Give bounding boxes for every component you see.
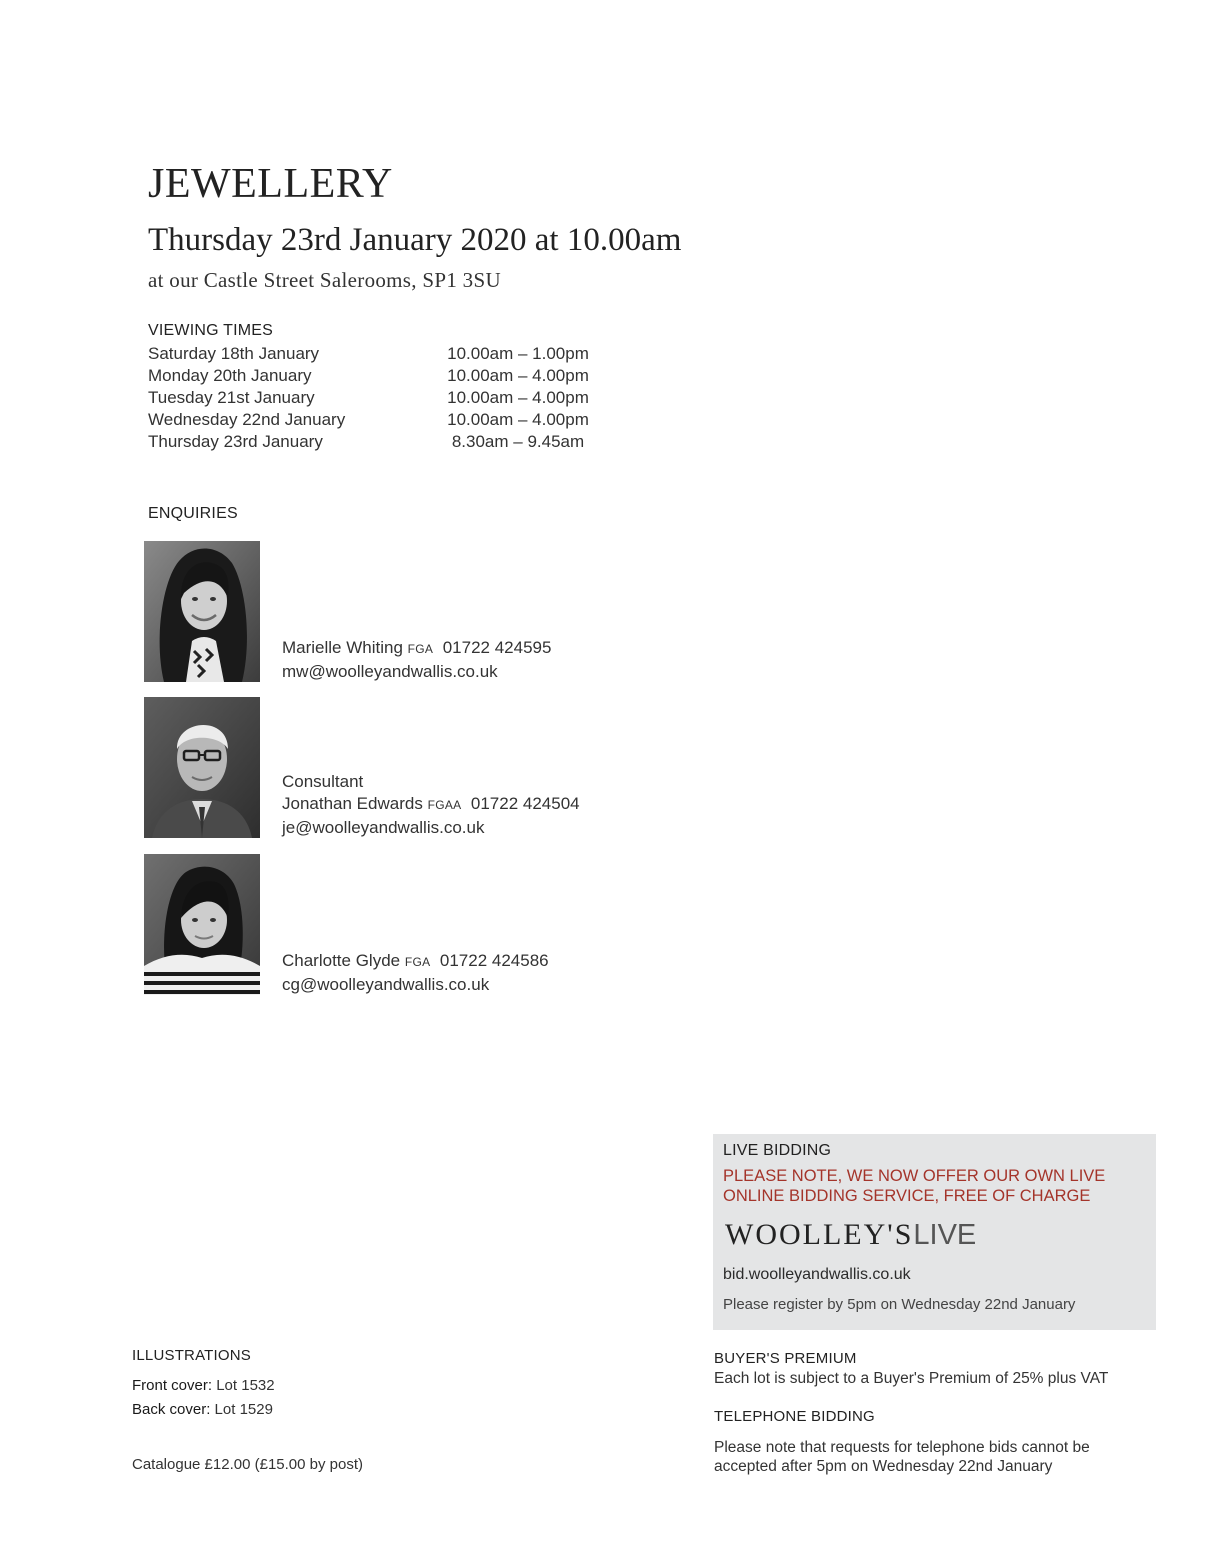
- contact-qualification: FGA: [404, 955, 431, 969]
- contact-name: Jonathan Edwards: [282, 794, 423, 813]
- viewing-row: [148, 431, 598, 453]
- contact-name: Marielle Whiting: [282, 638, 403, 657]
- live-bidding-url[interactable]: bid.woolleyandwallis.co.uk: [723, 1266, 911, 1283]
- viewing-time: 10.00am – 4.00pm: [447, 388, 589, 407]
- contact-details: [282, 771, 580, 840]
- buyers-premium-text: Each lot is subject to a Buyer's Premium of 25% plus VAT: [714, 1370, 1109, 1387]
- viewing-day: Saturday 18th January: [148, 344, 320, 363]
- viewing-times-table: [148, 343, 598, 453]
- avatar: [144, 541, 260, 682]
- telephone-bidding-text: Please note that requests for telephone bids cannot be accepted after 5pm on Wednesday 22nd January: [714, 1439, 1090, 1475]
- contact-phone: 01722 424504: [470, 794, 580, 813]
- viewing-day: Monday 20th January: [148, 366, 312, 385]
- telephone-bidding-heading: TELEPHONE BIDDING: [714, 1408, 875, 1425]
- contact-qualification: FGA: [407, 642, 434, 656]
- sale-location: at our Castle Street Salerooms, SP1 3SU: [148, 268, 501, 292]
- logo-live-text: LIVE: [913, 1219, 977, 1251]
- back-cover-value: Lot 1529: [214, 1401, 273, 1418]
- contact-name: Charlotte Glyde: [282, 951, 401, 970]
- viewing-time: 10.00am – 4.00pm: [447, 366, 589, 385]
- buyers-premium-heading: BUYER'S PREMIUM: [714, 1350, 857, 1367]
- viewing-time: 8.30am – 9.45am: [451, 432, 585, 451]
- woolleys-live-logo: [725, 1218, 976, 1252]
- contact-phone: 01722 424586: [439, 951, 549, 970]
- contact-email[interactable]: cg@woolleyandwallis.co.uk: [282, 974, 490, 994]
- contact-card: [144, 541, 704, 683]
- viewing-day: Tuesday 21st January: [148, 388, 315, 407]
- contact-qualification: FGAA: [427, 798, 462, 812]
- back-cover-line: [132, 1401, 273, 1418]
- viewing-time: 10.00am – 1.00pm: [447, 344, 589, 363]
- back-cover-label: Back cover:: [132, 1401, 211, 1418]
- viewing-row: [148, 409, 598, 431]
- viewing-time: 10.00am – 4.00pm: [447, 410, 589, 429]
- avatar: [144, 697, 260, 838]
- illustrations-heading: ILLUSTRATIONS: [132, 1347, 252, 1364]
- viewing-row: [148, 365, 598, 387]
- sale-date: Thursday 23rd January 2020 at 10.00am: [148, 222, 682, 258]
- catalogue-price: Catalogue £12.00 (£15.00 by post): [132, 1456, 363, 1473]
- contact-role: Consultant: [282, 771, 364, 791]
- viewing-row: [148, 387, 598, 409]
- live-bidding-notice-line: ONLINE BIDDING SERVICE, FREE OF CHARGE: [723, 1187, 1091, 1205]
- front-cover-value: Lot 1532: [216, 1377, 275, 1394]
- live-bidding-heading: LIVE BIDDING: [723, 1142, 832, 1159]
- contact-email[interactable]: je@woolleyandwallis.co.uk: [282, 817, 485, 837]
- avatar: [144, 854, 260, 995]
- viewing-row: [148, 343, 598, 365]
- viewing-day: Wednesday 22nd January: [148, 410, 346, 429]
- viewing-day: Thursday 23rd January: [148, 432, 323, 451]
- enquiries-heading: ENQUIRIES: [148, 505, 238, 522]
- live-bidding-register-note: Please register by 5pm on Wednesday 22nd January: [723, 1296, 1076, 1313]
- front-cover-label: Front cover:: [132, 1377, 213, 1394]
- live-bidding-notice: [723, 1166, 1143, 1206]
- contact-card: [144, 854, 704, 996]
- contact-phone: 01722 424595: [442, 638, 552, 657]
- front-cover-line: [132, 1377, 275, 1394]
- contact-details: [282, 950, 549, 996]
- logo-main-text: WOOLLEY'S: [725, 1218, 914, 1251]
- live-bidding-panel: [713, 1134, 1156, 1330]
- page-title: JEWELLERY: [148, 161, 393, 207]
- live-bidding-notice-line: PLEASE NOTE, WE NOW OFFER OUR OWN LIVE: [723, 1167, 1106, 1185]
- contact-email[interactable]: mw@woolleyandwallis.co.uk: [282, 661, 498, 681]
- contact-details: [282, 637, 551, 683]
- contact-card: [144, 697, 704, 839]
- viewing-times-heading: VIEWING TIMES: [148, 322, 273, 339]
